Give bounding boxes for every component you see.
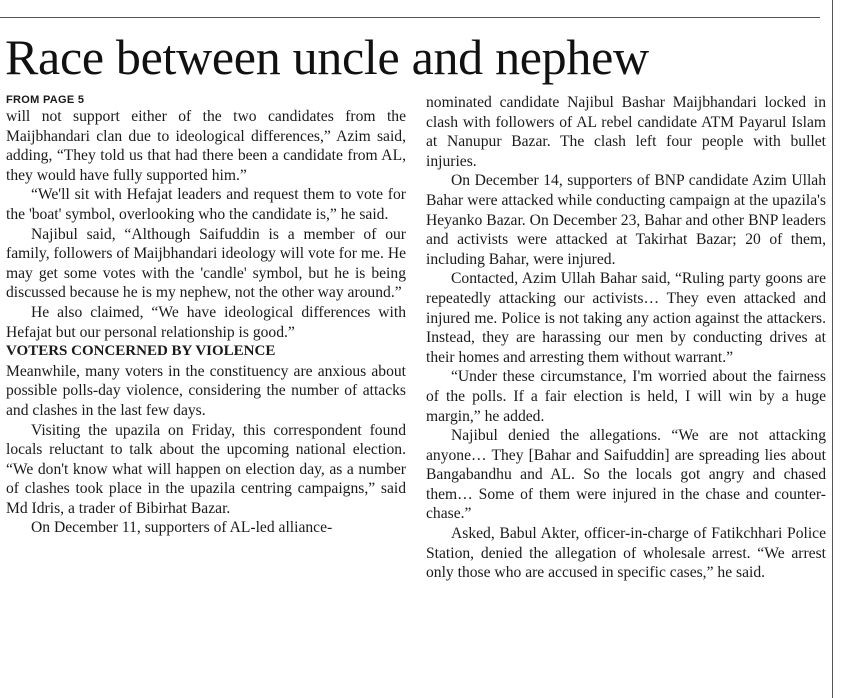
paragraph: Asked, Babul Akter, officer-in-charge of Fatikchhari Police Station, denied the allegation of wholesale arrest. “We arrest only those who are accused in specific cases,” he said. (426, 525, 826, 582)
paragraph: On December 14, supporters of BNP candidate Azim Ullah Bahar were attacked while conducting campaign at the upazila's Heyanko Bazar. On December 23, Bahar and other BNP leaders and activists were attacked at Takirhat Bazar; 20 of them, including Bahar, were injured. (426, 172, 826, 268)
section-subhead: VOTERS CONCERNED BY VIOLENCE (6, 343, 276, 360)
paragraph: “We'll sit with Hefajat leaders and request them to vote for the 'boat' symbol, overlooking who the candidate is,” he said. (6, 186, 406, 223)
paragraph: Najibul denied the allegations. “We are not attacking anyone… They [Bahar and Saifuddin] are spreading lies about Bangabandhu and AL. So the locals got angry and chased them… Some of them were injured in the chase and counter-chase.” (426, 427, 826, 523)
paragraph: nominated candidate Najibul Bashar Maijbhandari locked in clash with followers of AL rebel candidate ATM Payarul Islam at Nanupur Bazar. The clash left four people with bullet injuries. (426, 94, 826, 170)
headline: Race between uncle and nephew (5, 29, 649, 85)
paragraph: Meanwhile, many voters in the constituency are anxious about possible polls-day violence, considering the number of attacks and clashes in the last few days. (6, 362, 406, 419)
article-column-left (6, 93, 406, 538)
continued-from-kicker: FROM PAGE 5 (6, 94, 85, 106)
paragraph: On December 11, supporters of AL-led alliance- (31, 519, 333, 537)
paragraph: Visiting the upazila on Friday, this correspondent found locals reluctant to talk about the upcoming national election. “We don't know what will happen on election day, as a number of clashes took place in the upazila centring campaigns,” said Md Idris, a trader of Bibirhat Bazar. (6, 421, 406, 517)
paragraph: will not support either of the two candidates from the Maijbhandari clan due to ideological differences,” Azim said, adding, “They told us that had there been a candidate from AL, they would have fully supported him.” (6, 108, 406, 184)
paragraph: “Under these circumstance, I'm worried about the fairness of the polls. If a fair election is held, I will win by a huge margin,” he added. (426, 368, 826, 425)
paragraph: Contacted, Azim Ullah Bahar said, “Ruling party goons are repeatedly attacking our activists… They even attacked and injured me. Police is not taking any action against the attackers. Instead, they are harassing our men by conducting drives at their homes and arresting them without warrant.” (426, 270, 826, 366)
top-rule (0, 17, 820, 18)
paragraph: Najibul said, “Although Saifuddin is a member of our family, followers of Maijbhandari ideology will vote for me. He may get some votes with the 'candle' symbol, but he is being discussed because he is my nephew, not the other way around.” (6, 225, 406, 302)
article-column-right (426, 93, 826, 583)
column-rule-right (832, 0, 833, 698)
paragraph: He also claimed, “We have ideological differences with Hefajat but our personal relationship is good.” (6, 303, 406, 341)
